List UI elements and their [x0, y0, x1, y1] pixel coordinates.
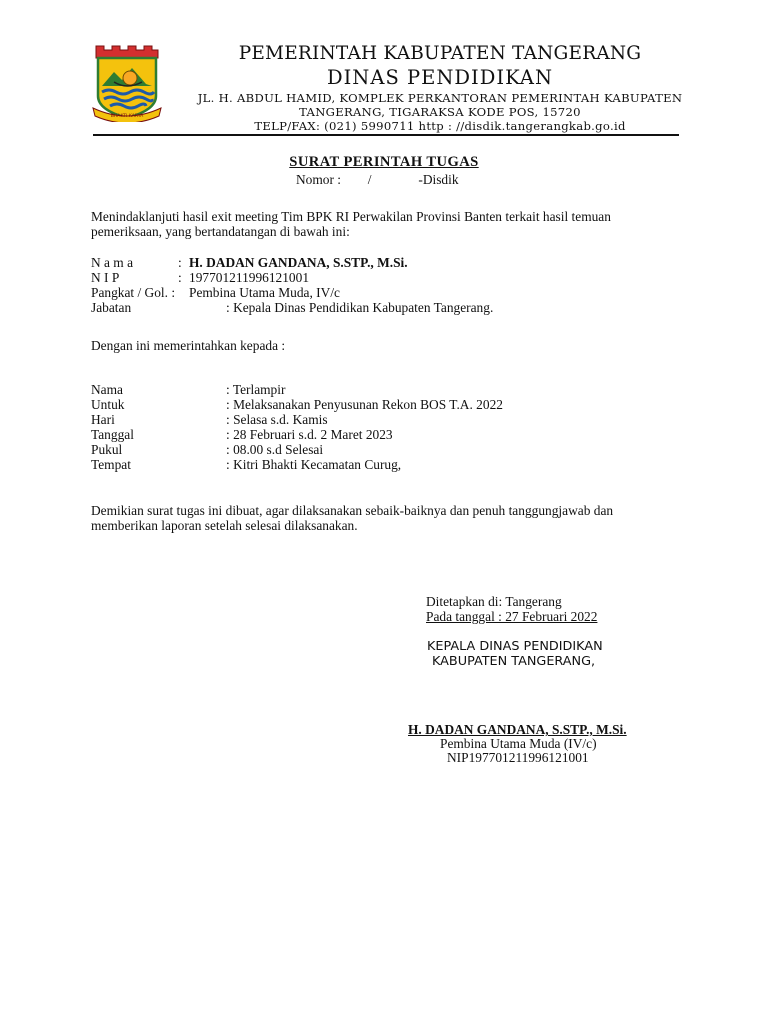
agency-name: DINAS PENDIDIKAN [326, 66, 554, 89]
government-name: PEMERINTAH KABUPATEN TANGERANG [238, 43, 642, 64]
assignment-label: Untuk [91, 397, 125, 412]
assignment-label: Tanggal [91, 427, 134, 442]
intro-line-2: pemeriksaan, yang bertandatangan di bawah ini: [91, 224, 350, 239]
signatory-name-colon: : [178, 255, 182, 270]
signatory-nip-colon: : [178, 270, 182, 285]
document-title: SURAT PERINTAH TUGAS [289, 154, 479, 170]
issued-place: Ditetapkan di: Tangerang [426, 594, 562, 609]
intro-line-1: Menindaklanjuti hasil exit meeting Tim BPK RI Perwakilan Provinsi Banten terkait hasil temuan [91, 209, 611, 224]
assignment-label: Tempat [91, 457, 131, 472]
assignment-value: : Selasa s.d. Kamis [226, 412, 328, 427]
closing-line-1: Demikian surat tugas ini dibuat, agar dilaksanakan sebaik-baiknya dan penuh tanggungjawab dan [91, 503, 614, 518]
signatory-rank-label: Pangkat / Gol. : [91, 285, 176, 300]
assignment-value: : Kitri Bhakti Kecamatan Curug, [226, 457, 402, 472]
signatory-position: : Kepala Dinas Pendidikan Kabupaten Tangerang. [226, 300, 494, 315]
assignment-value: : Melaksanakan Penyusunan Rekon BOS T.A. 2022 [226, 397, 503, 412]
signatory-nip-label: N I P [91, 270, 120, 285]
signatory-name-label: N a m a [91, 255, 134, 270]
address-line-1: JL. H. ABDUL HAMID, KOMPLEK PERKANTORAN PEMERINTAH KABUPATEN [197, 91, 683, 105]
order-line: Dengan ini memerintahkan kepada : [91, 338, 286, 353]
assignment-label: Nama [91, 382, 123, 397]
office-line-1: KEPALA DINAS PENDIDIKAN [427, 639, 603, 654]
assignment-label: Hari [91, 412, 115, 427]
assignment-value: : 08.00 s.d Selesai [226, 442, 324, 457]
header-divider [93, 134, 679, 136]
crest-motto: BHAKTI KARYA [110, 114, 144, 119]
assignment-label: Pukul [91, 442, 123, 457]
office-line-2: KABUPATEN TANGERANG, [432, 654, 596, 669]
signatory-rank: Pembina Utama Muda, IV/c [189, 285, 340, 300]
signer-nip: NIP197701211996121001 [447, 750, 589, 765]
address-line-2: TANGERANG, TIGARAKSA KODE POS, 15720 [299, 105, 581, 119]
signatory-nip: 197701211996121001 [189, 270, 310, 285]
assignment-value: : Terlampir [226, 382, 286, 397]
letter-number: Nomor : / -Disdik [296, 172, 459, 187]
signatory-position-label: Jabatan [91, 300, 132, 315]
contact-line: TELP/FAX: (021) 5990711 http : //disdik.tangerangkab.go.id [254, 119, 626, 133]
signatory-name: H. DADAN GANDANA, S.STP., M.Si. [189, 255, 408, 270]
closing-line-2: memberikan laporan setelah selesai dilaksanakan. [91, 518, 358, 533]
signer-name: H. DADAN GANDANA, S.STP., M.Si. [408, 722, 627, 737]
assignment-value: : 28 Februari s.d. 2 Maret 2023 [226, 427, 393, 442]
signer-rank: Pembina Utama Muda (IV/c) [440, 736, 597, 751]
issued-date: Pada tanggal : 27 Februari 2022 [426, 609, 598, 624]
